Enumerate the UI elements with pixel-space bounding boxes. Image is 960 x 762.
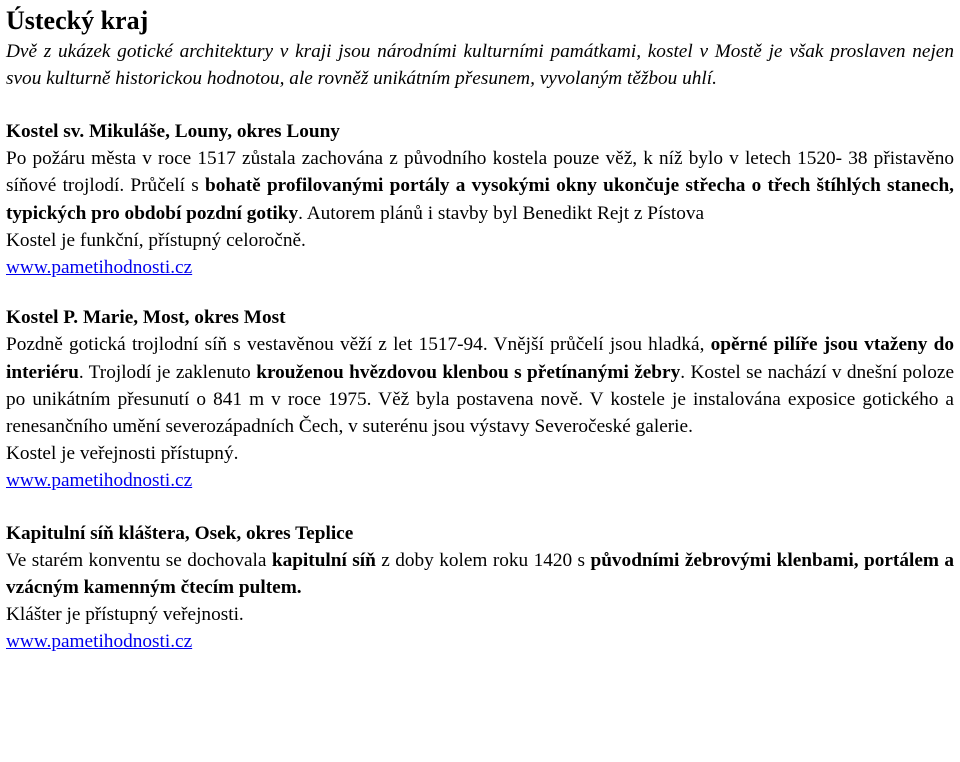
description-text: Ve starém konventu se dochovala [6, 549, 272, 571]
section-kostel-sv-mikulase [6, 118, 954, 281]
section-description [6, 145, 954, 227]
description-text-mid: . Trojlodí je zaklenuto [78, 361, 257, 383]
description-text: Po požáru města v roce 1517 zůstala zachována z původního kostela pouze věž, k níž bylo v letech 1520- 38 přistavěno síňové trojlodí. Průčelí s [6, 148, 954, 197]
description-bold-text-2: původními žebrovými klenbami, portálem a vzácným kamenným čtecím pultem. [6, 549, 955, 599]
section-kostel-p-marie [6, 304, 954, 494]
pametihodnosti-link[interactable]: www.pametihodnosti.cz [6, 257, 193, 279]
section-description [6, 331, 954, 440]
access-info: Kostel je veřejnosti přístupný. [6, 443, 239, 465]
description-bold-text: bohatě profilovanými portály a vysokými okny ukončuje střecha o třech štíhlých stanech, typických pro období pozdní gotiky [6, 175, 954, 224]
section-description [6, 547, 954, 601]
intro-paragraph: Dvě z ukázek gotické architektury v kraji jsou národními kulturními památkami, kostel v Mostě je však proslaven nejen svou kulturně historickou hodnotou, ale rovněž unikátním přesunem, vyvolaným těžbou uhlí. [6, 41, 954, 89]
description-bold-text-2: krouženou hvězdovou klenbou s přetínanými žebry [256, 361, 681, 383]
page-title: Ústecký kraj [6, 6, 149, 35]
section-heading: Kostel P. Marie, Most, okres Most [6, 307, 286, 329]
description-bold-text: kapitulní síň [271, 549, 376, 571]
section-heading: Kostel sv. Mikuláše, Louny, okres Louny [6, 121, 340, 142]
section-kapitulni-sin [6, 520, 954, 656]
pametihodnosti-link[interactable]: www.pametihodnosti.cz [6, 631, 193, 653]
access-info: Kostel je funkční, přístupný celoročně. [6, 229, 306, 251]
description-text-mid: z doby kolem roku 1420 s [375, 549, 591, 571]
access-info: Klášter je přístupný veřejnosti. [6, 604, 244, 626]
section-heading: Kapitulní síň kláštera, Osek, okres Teplice [6, 522, 354, 544]
description-bold-text: opěrné pilíře jsou vtaženy do interiéru [6, 334, 954, 383]
description-text: Pozdně gotická trojlodní síň s vestavěnou věží z let 1517-94. Vnější průčelí jsou hladká, [6, 334, 711, 356]
pametihodnosti-link[interactable]: www.pametihodnosti.cz [6, 470, 193, 492]
description-text-end: . Kostel se nachází v dnešní poloze po unikátním přesunutí o 841 m v roce 1975. Věž byla postavena nově. V kostele je instalována exposice gotického a renesančního umění severozápadních Čech, v suterénu jsou výstavy Severočeské galerie. [6, 361, 954, 438]
description-text-end: . Autorem plánů i stavby byl Benedikt Rejt z Pístova [298, 202, 705, 224]
